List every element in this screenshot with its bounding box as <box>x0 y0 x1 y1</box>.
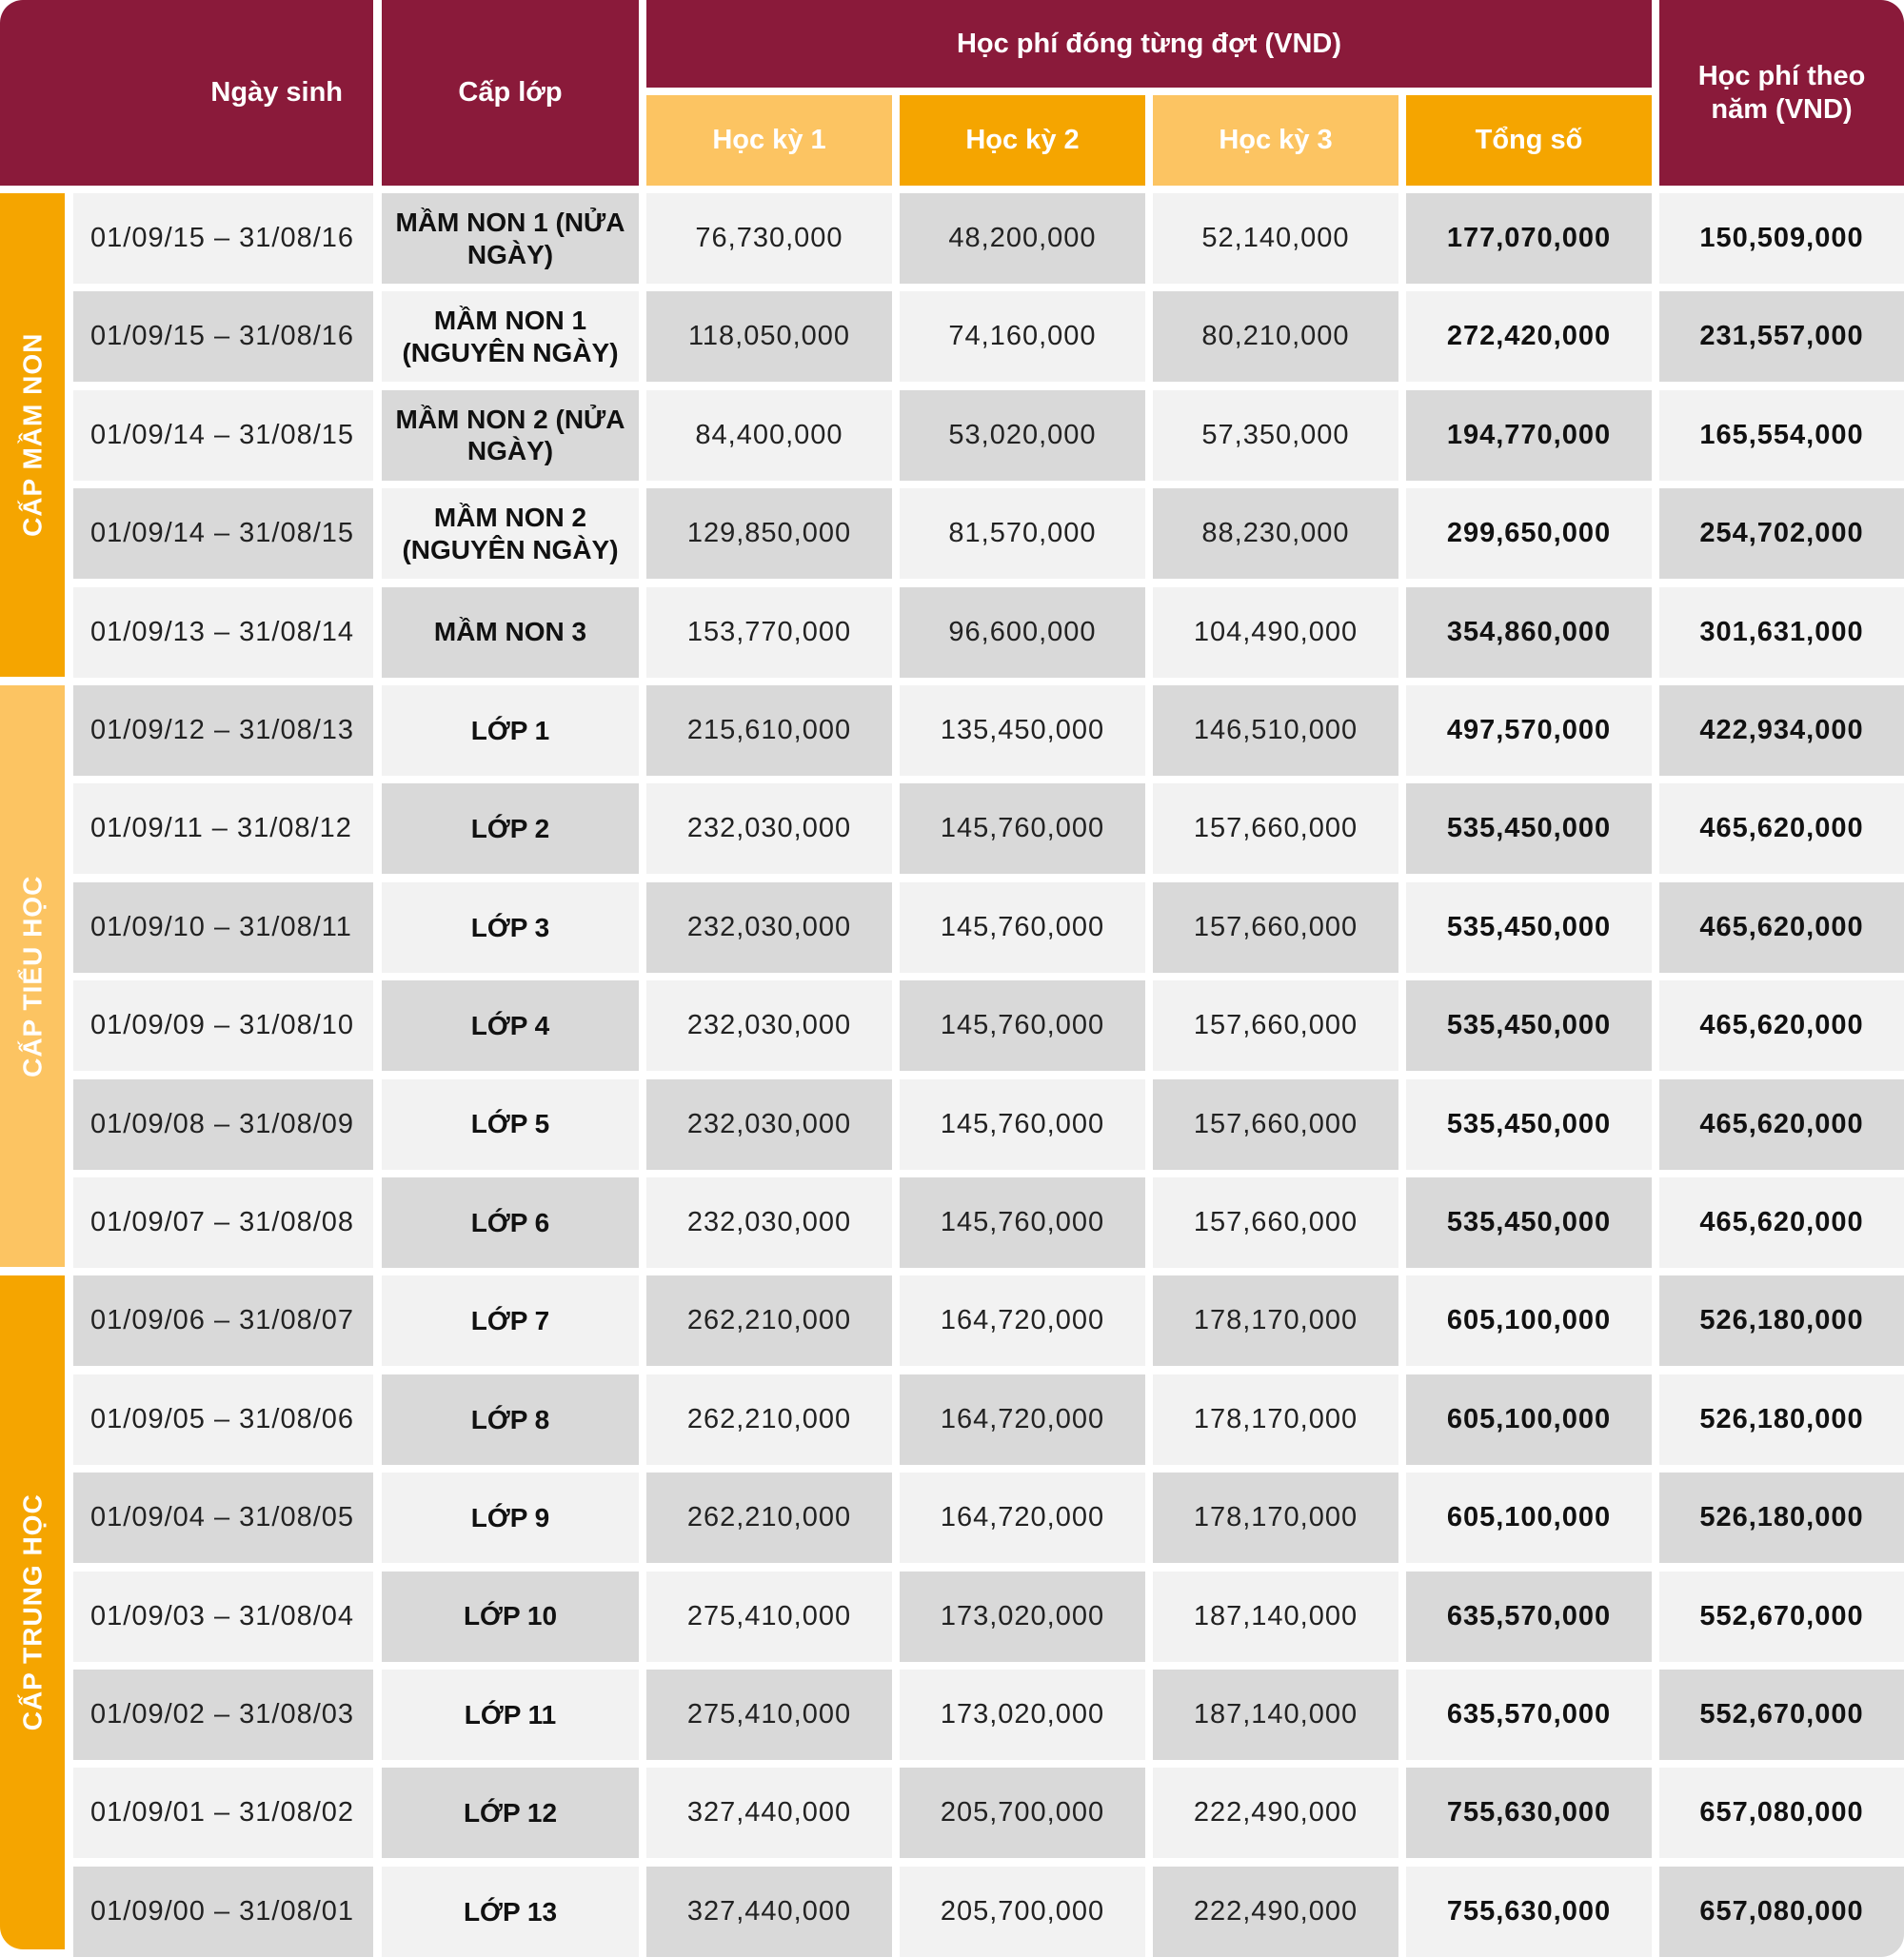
cell-t2 <box>900 1374 1145 1465</box>
cell-date-text: 01/09/12 – 31/08/13 <box>90 715 355 746</box>
cell-date-text: 01/09/01 – 31/08/02 <box>90 1797 355 1829</box>
cell-total <box>1406 980 1652 1071</box>
cell-level-text: MẦM NON 3 <box>433 617 587 647</box>
cell-annual-text: 165,554,000 <box>1699 419 1864 450</box>
cell-level <box>382 1177 639 1268</box>
cell-t2-text: 164,720,000 <box>940 1305 1105 1336</box>
cell-t2-text: 53,020,000 <box>948 419 1097 450</box>
cell-annual <box>1659 882 1904 973</box>
cell-annual <box>1659 390 1904 481</box>
cell-level <box>382 488 639 579</box>
cell-date <box>73 1867 373 1957</box>
cell-t3-text: 157,660,000 <box>1193 911 1359 942</box>
cell-t1 <box>646 1275 892 1366</box>
cell-t2-text: 145,760,000 <box>940 1108 1105 1139</box>
cell-date-text: 01/09/09 – 31/08/10 <box>90 1010 355 1041</box>
cell-t3-text: 157,660,000 <box>1193 1108 1359 1139</box>
cell-t1 <box>646 291 892 382</box>
cell-level <box>382 193 639 284</box>
cell-date <box>73 980 373 1071</box>
cell-t3-text: 57,350,000 <box>1201 419 1350 450</box>
cell-t1-text: 262,210,000 <box>686 1403 852 1434</box>
cell-t1 <box>646 1572 892 1662</box>
cell-t2-text: 145,760,000 <box>940 1010 1105 1041</box>
cell-date-text: 01/09/15 – 31/08/16 <box>90 321 355 352</box>
cell-date-text: 01/09/00 – 31/08/01 <box>90 1895 355 1927</box>
cell-annual <box>1659 1768 1904 1858</box>
cell-total <box>1406 882 1652 973</box>
cell-t2-text: 173,020,000 <box>940 1600 1105 1631</box>
cell-date <box>73 783 373 874</box>
cell-total <box>1406 1473 1652 1563</box>
header-total <box>1406 95 1652 186</box>
cell-t3-text: 157,660,000 <box>1193 813 1359 844</box>
cell-level-text: LỚP 8 <box>470 1404 550 1434</box>
header-term2 <box>900 95 1145 186</box>
cell-total <box>1406 783 1652 874</box>
cell-level-text: LỚP 2 <box>470 814 550 844</box>
header-annual-fee-label: Học phí theo năm (VND) <box>1697 60 1866 125</box>
header-birth-date <box>0 0 373 186</box>
cell-t3-text: 52,140,000 <box>1201 223 1350 254</box>
cell-annual-text: 231,557,000 <box>1699 321 1864 352</box>
header-grade-level <box>382 0 639 186</box>
cell-level-text: LỚP 1 <box>470 715 550 745</box>
cell-t1-text: 232,030,000 <box>686 1108 852 1139</box>
cell-t3 <box>1153 980 1398 1071</box>
cell-t2 <box>900 1275 1145 1366</box>
cell-t3 <box>1153 685 1398 776</box>
cell-t1-text: 232,030,000 <box>686 1207 852 1238</box>
cell-level <box>382 1079 639 1170</box>
cell-t3 <box>1153 1177 1398 1268</box>
cell-t2-text: 74,160,000 <box>948 321 1097 352</box>
cell-annual-text: 657,080,000 <box>1699 1895 1864 1927</box>
cell-t1-text: 262,210,000 <box>686 1502 852 1533</box>
cell-date <box>73 1177 373 1268</box>
cell-t3-text: 80,210,000 <box>1201 321 1350 352</box>
header-grade-level-label: Cấp lớp <box>458 77 563 109</box>
cell-t3-text: 222,490,000 <box>1193 1797 1359 1829</box>
cell-annual <box>1659 685 1904 776</box>
cell-t3 <box>1153 1374 1398 1465</box>
cell-level <box>382 1473 639 1563</box>
cell-t1-text: 262,210,000 <box>686 1305 852 1336</box>
cell-date-text: 01/09/15 – 31/08/16 <box>90 223 355 254</box>
cell-date <box>73 1275 373 1366</box>
cell-t1 <box>646 882 892 973</box>
cell-total <box>1406 1275 1652 1366</box>
cell-annual-text: 465,620,000 <box>1699 813 1864 844</box>
cell-annual-text: 552,670,000 <box>1699 1699 1864 1730</box>
cell-t2-text: 205,700,000 <box>940 1895 1105 1927</box>
cell-level <box>382 291 639 382</box>
cell-annual-text: 465,620,000 <box>1699 911 1864 942</box>
cell-t3-text: 146,510,000 <box>1193 715 1359 746</box>
cell-t3-text: 157,660,000 <box>1193 1207 1359 1238</box>
cell-t2 <box>900 1768 1145 1858</box>
cell-t3 <box>1153 1473 1398 1563</box>
cell-annual <box>1659 1177 1904 1268</box>
cell-t1 <box>646 685 892 776</box>
cell-level-text: LỚP 5 <box>470 1109 550 1139</box>
cell-t2-text: 81,570,000 <box>948 518 1097 549</box>
cell-level-text: MẦM NON 1 (NỬA NGÀY) <box>395 207 625 269</box>
cell-t2-text: 145,760,000 <box>940 1207 1105 1238</box>
cell-t3 <box>1153 882 1398 973</box>
cell-t3 <box>1153 1079 1398 1170</box>
cell-total <box>1406 1572 1652 1662</box>
cell-t3 <box>1153 1768 1398 1858</box>
cell-t2 <box>900 1670 1145 1760</box>
cell-level <box>382 1867 639 1957</box>
cell-level-text: MẦM NON 2 (NGUYÊN NGÀY) <box>402 503 619 564</box>
cell-total-text: 605,100,000 <box>1446 1305 1612 1336</box>
group-label-preschool <box>0 193 65 677</box>
cell-t1 <box>646 1079 892 1170</box>
cell-annual <box>1659 1374 1904 1465</box>
cell-date-text: 01/09/10 – 31/08/11 <box>90 911 352 942</box>
cell-total-text: 535,450,000 <box>1446 911 1612 942</box>
cell-total <box>1406 291 1652 382</box>
cell-annual-text: 552,670,000 <box>1699 1600 1864 1631</box>
cell-level-text: LỚP 4 <box>470 1010 550 1040</box>
cell-date-text: 01/09/07 – 31/08/08 <box>90 1207 355 1238</box>
cell-total <box>1406 1177 1652 1268</box>
cell-t3-text: 187,140,000 <box>1193 1699 1359 1730</box>
cell-date <box>73 390 373 481</box>
cell-total <box>1406 685 1652 776</box>
cell-t3-text: 222,490,000 <box>1193 1895 1359 1927</box>
cell-date-text: 01/09/14 – 31/08/15 <box>90 518 355 549</box>
cell-t1 <box>646 1867 892 1957</box>
cell-t2 <box>900 783 1145 874</box>
cell-total <box>1406 1374 1652 1465</box>
cell-total-text: 194,770,000 <box>1446 419 1612 450</box>
cell-t1 <box>646 1177 892 1268</box>
group-label-secondary <box>0 1275 65 1949</box>
cell-t3 <box>1153 1670 1398 1760</box>
header-term3 <box>1153 95 1398 186</box>
cell-total-text: 535,450,000 <box>1446 813 1612 844</box>
cell-t1 <box>646 980 892 1071</box>
cell-t3-text: 187,140,000 <box>1193 1600 1359 1631</box>
cell-t3-text: 178,170,000 <box>1193 1403 1359 1434</box>
cell-level-text: LỚP 13 <box>463 1896 558 1927</box>
group-label-secondary-text: CẤP TRUNG HỌC <box>17 1493 48 1731</box>
cell-date-text: 01/09/08 – 31/08/09 <box>90 1108 355 1139</box>
cell-date <box>73 193 373 284</box>
cell-date-text: 01/09/06 – 31/08/07 <box>90 1305 355 1336</box>
cell-annual <box>1659 980 1904 1071</box>
cell-t3-text: 88,230,000 <box>1201 518 1350 549</box>
cell-annual <box>1659 1473 1904 1563</box>
cell-t3-text: 178,170,000 <box>1193 1502 1359 1533</box>
cell-total-text: 354,860,000 <box>1446 616 1612 647</box>
cell-level <box>382 980 639 1071</box>
cell-t1-text: 215,610,000 <box>686 715 852 746</box>
cell-t2 <box>900 1177 1145 1268</box>
cell-total <box>1406 488 1652 579</box>
cell-t2 <box>900 291 1145 382</box>
cell-t2 <box>900 685 1145 776</box>
cell-t1 <box>646 1473 892 1563</box>
cell-date-text: 01/09/04 – 31/08/05 <box>90 1502 355 1533</box>
header-term2-label: Học kỳ 2 <box>965 125 1080 156</box>
cell-total <box>1406 1670 1652 1760</box>
cell-annual-text: 526,180,000 <box>1699 1305 1864 1336</box>
cell-t2-text: 96,600,000 <box>948 616 1097 647</box>
cell-t3 <box>1153 193 1398 284</box>
cell-date <box>73 291 373 382</box>
cell-annual <box>1659 1670 1904 1760</box>
cell-annual-text: 150,509,000 <box>1699 223 1864 254</box>
cell-t2-text: 205,700,000 <box>940 1797 1105 1829</box>
cell-t1-text: 84,400,000 <box>695 419 843 450</box>
cell-total <box>1406 193 1652 284</box>
cell-t3 <box>1153 1867 1398 1957</box>
cell-annual <box>1659 488 1904 579</box>
cell-annual-text: 526,180,000 <box>1699 1502 1864 1533</box>
cell-t1 <box>646 1768 892 1858</box>
cell-annual <box>1659 1079 1904 1170</box>
cell-t2 <box>900 1473 1145 1563</box>
cell-t3 <box>1153 1275 1398 1366</box>
cell-t2-text: 164,720,000 <box>940 1403 1105 1434</box>
cell-t1 <box>646 488 892 579</box>
cell-date-text: 01/09/05 – 31/08/06 <box>90 1403 355 1434</box>
header-installments-label: Học phí đóng từng đợt (VND) <box>956 28 1342 59</box>
cell-t1-text: 232,030,000 <box>686 1010 852 1041</box>
group-label-primary-text: CẤP TIỂU HỌC <box>17 875 48 1077</box>
cell-level <box>382 1670 639 1760</box>
cell-t2 <box>900 1867 1145 1957</box>
cell-level <box>382 1572 639 1662</box>
cell-level <box>382 882 639 973</box>
cell-t2 <box>900 882 1145 973</box>
cell-annual-text: 526,180,000 <box>1699 1403 1864 1434</box>
cell-total-text: 635,570,000 <box>1446 1699 1612 1730</box>
cell-t3 <box>1153 390 1398 481</box>
cell-date-text: 01/09/13 – 31/08/14 <box>90 616 355 647</box>
header-birth-date-label: Ngày sinh <box>210 77 343 109</box>
cell-date <box>73 685 373 776</box>
cell-total-text: 177,070,000 <box>1446 223 1612 254</box>
cell-t2-text: 145,760,000 <box>940 911 1105 942</box>
cell-level <box>382 1768 639 1858</box>
cell-annual-text: 657,080,000 <box>1699 1797 1864 1829</box>
cell-t1 <box>646 1670 892 1760</box>
cell-total-text: 272,420,000 <box>1446 321 1612 352</box>
cell-date <box>73 1768 373 1858</box>
cell-date <box>73 488 373 579</box>
cell-annual <box>1659 587 1904 678</box>
group-label-primary <box>0 685 65 1267</box>
cell-t1-text: 153,770,000 <box>686 616 852 647</box>
cell-date-text: 01/09/03 – 31/08/04 <box>90 1600 355 1631</box>
cell-date <box>73 1670 373 1760</box>
header-annual-fee <box>1659 0 1904 186</box>
cell-t3-text: 178,170,000 <box>1193 1305 1359 1336</box>
cell-annual-text: 301,631,000 <box>1699 616 1864 647</box>
cell-annual <box>1659 783 1904 874</box>
cell-t1 <box>646 587 892 678</box>
cell-t1-text: 129,850,000 <box>686 518 852 549</box>
cell-level-text: LỚP 7 <box>470 1306 550 1336</box>
cell-annual <box>1659 1867 1904 1957</box>
cell-annual-text: 465,620,000 <box>1699 1207 1864 1238</box>
cell-level <box>382 1374 639 1465</box>
cell-total-text: 605,100,000 <box>1446 1403 1612 1434</box>
cell-level-text: LỚP 11 <box>464 1699 557 1730</box>
cell-total <box>1406 390 1652 481</box>
cell-t1 <box>646 193 892 284</box>
cell-t1-text: 275,410,000 <box>686 1600 852 1631</box>
cell-t2 <box>900 390 1145 481</box>
cell-t2-text: 164,720,000 <box>940 1502 1105 1533</box>
cell-annual-text: 465,620,000 <box>1699 1108 1864 1139</box>
cell-level <box>382 1275 639 1366</box>
cell-total <box>1406 1768 1652 1858</box>
cell-date-text: 01/09/11 – 31/08/12 <box>90 813 352 844</box>
cell-level-text: MẦM NON 2 (NỬA NGÀY) <box>395 404 625 466</box>
cell-total-text: 635,570,000 <box>1446 1600 1612 1631</box>
cell-level-text: LỚP 12 <box>463 1798 558 1829</box>
cell-t1-text: 232,030,000 <box>686 911 852 942</box>
cell-level <box>382 783 639 874</box>
cell-t3-text: 104,490,000 <box>1193 616 1359 647</box>
cell-date <box>73 1374 373 1465</box>
cell-t1 <box>646 1374 892 1465</box>
cell-date <box>73 587 373 678</box>
cell-t3 <box>1153 1572 1398 1662</box>
cell-date-text: 01/09/02 – 31/08/03 <box>90 1699 355 1730</box>
cell-date <box>73 1079 373 1170</box>
cell-t2 <box>900 193 1145 284</box>
cell-level-text: MẦM NON 1 (NGUYÊN NGÀY) <box>402 306 619 367</box>
cell-total-text: 755,630,000 <box>1446 1895 1612 1927</box>
cell-level <box>382 390 639 481</box>
cell-level-text: LỚP 10 <box>463 1601 558 1631</box>
header-total-label: Tổng số <box>1475 125 1583 156</box>
cell-t3 <box>1153 291 1398 382</box>
header-term1-label: Học kỳ 1 <box>712 125 826 156</box>
cell-t2-text: 48,200,000 <box>948 223 1097 254</box>
cell-t2 <box>900 1572 1145 1662</box>
cell-t1-text: 118,050,000 <box>687 321 851 352</box>
cell-date-text: 01/09/14 – 31/08/15 <box>90 419 355 450</box>
cell-t2-text: 145,760,000 <box>940 813 1105 844</box>
cell-t1-text: 275,410,000 <box>686 1699 852 1730</box>
header-term1 <box>646 95 892 186</box>
cell-annual <box>1659 1275 1904 1366</box>
cell-t1-text: 232,030,000 <box>686 813 852 844</box>
cell-t3 <box>1153 783 1398 874</box>
cell-date <box>73 882 373 973</box>
cell-t1-text: 327,440,000 <box>686 1895 852 1927</box>
cell-annual-text: 254,702,000 <box>1699 518 1864 549</box>
group-label-preschool-text: CẤP MẦM NON <box>17 332 48 538</box>
cell-annual <box>1659 1572 1904 1662</box>
cell-t3-text: 157,660,000 <box>1193 1010 1359 1041</box>
cell-level <box>382 587 639 678</box>
cell-annual <box>1659 193 1904 284</box>
cell-t2 <box>900 980 1145 1071</box>
cell-level-text: LỚP 6 <box>470 1207 550 1237</box>
cell-total <box>1406 1867 1652 1957</box>
cell-date <box>73 1572 373 1662</box>
cell-annual-text: 422,934,000 <box>1699 715 1864 746</box>
cell-total <box>1406 1079 1652 1170</box>
cell-total-text: 605,100,000 <box>1446 1502 1612 1533</box>
cell-t2 <box>900 1079 1145 1170</box>
cell-date <box>73 1473 373 1563</box>
cell-annual <box>1659 291 1904 382</box>
cell-t1-text: 327,440,000 <box>686 1797 852 1829</box>
cell-total-text: 497,570,000 <box>1446 715 1612 746</box>
cell-level-text: LỚP 9 <box>470 1502 550 1532</box>
cell-t3 <box>1153 587 1398 678</box>
cell-total <box>1406 587 1652 678</box>
cell-total-text: 535,450,000 <box>1446 1207 1612 1238</box>
cell-t1 <box>646 783 892 874</box>
cell-t2 <box>900 488 1145 579</box>
cell-total-text: 535,450,000 <box>1446 1010 1612 1041</box>
cell-t1 <box>646 390 892 481</box>
cell-t3 <box>1153 488 1398 579</box>
cell-t2 <box>900 587 1145 678</box>
header-term3-label: Học kỳ 3 <box>1219 125 1333 156</box>
cell-t2-text: 173,020,000 <box>940 1699 1105 1730</box>
cell-level <box>382 685 639 776</box>
header-installments <box>646 0 1652 88</box>
cell-t1-text: 76,730,000 <box>695 223 843 254</box>
cell-t2-text: 135,450,000 <box>940 715 1105 746</box>
cell-total-text: 755,630,000 <box>1446 1797 1612 1829</box>
cell-total-text: 535,450,000 <box>1446 1108 1612 1139</box>
cell-level-text: LỚP 3 <box>470 912 550 942</box>
cell-total-text: 299,650,000 <box>1446 518 1612 549</box>
cell-annual-text: 465,620,000 <box>1699 1010 1864 1041</box>
